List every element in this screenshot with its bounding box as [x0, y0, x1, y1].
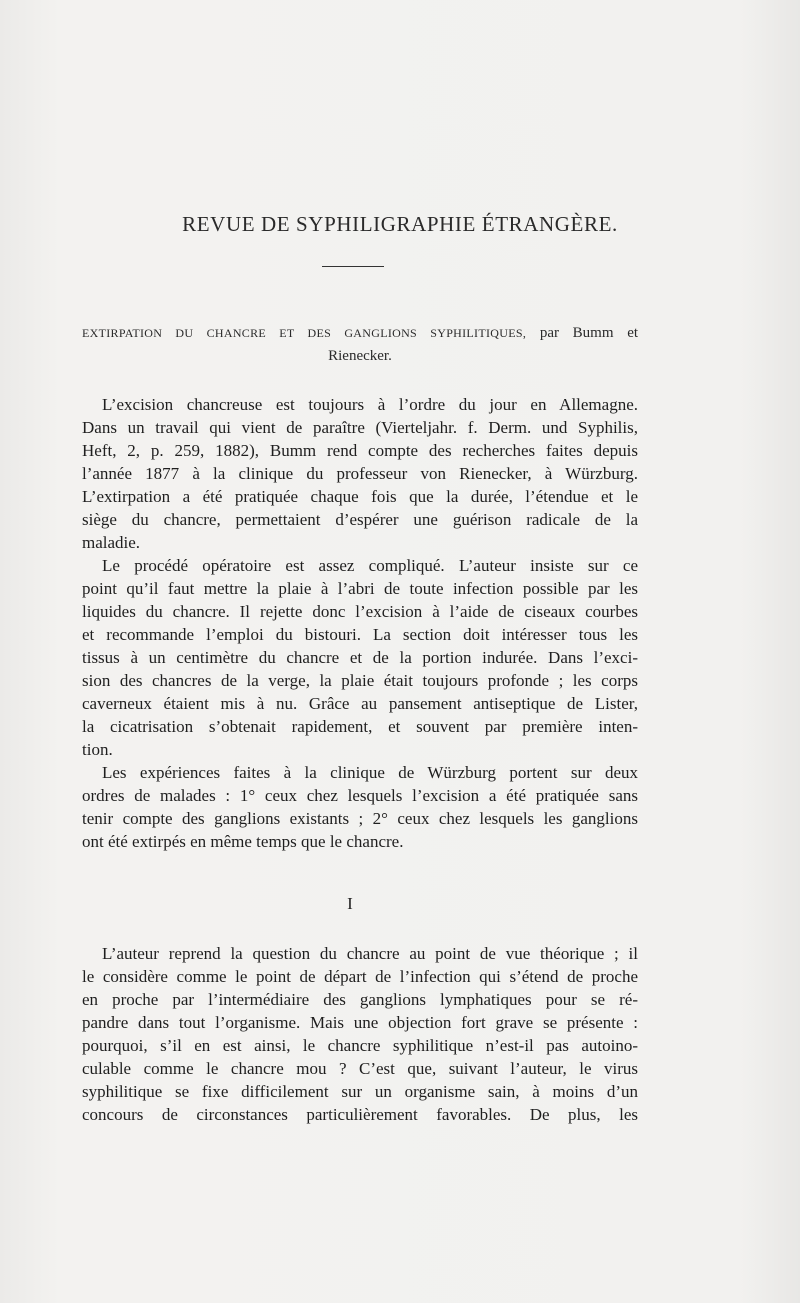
paragraph-4 — [82, 942, 638, 1126]
heading-caps: EXTIRPATION DU CHANCRE ET DES GANGLIONS SYPHILITIQUES, — [82, 326, 527, 340]
text-line: sion des chancres de la verge, la plaie était toujours profonde ; les corps — [82, 671, 638, 690]
text-line: L’auteur reprend la question du chancre au point de vue théorique ; il — [102, 944, 638, 963]
text-line: Heft, 2, p. 259, 1882), Bumm rend compte des recherches faites depuis — [82, 441, 638, 460]
section-number: I — [347, 894, 353, 913]
text-line: caverneux étaient mis à nu. Grâce au pansement antiseptique de Lister, — [82, 694, 638, 713]
text-line: tenir compte des ganglions existants ; 2° ceux chez lesquels les ganglions — [82, 809, 638, 828]
text-line: L’excision chancreuse est toujours à l’ordre du jour en Allemagne. — [102, 395, 638, 414]
text-line: culable comme le chancre mou ? C’est que, suivant l’auteur, le virus — [82, 1059, 638, 1078]
text-line: le considère comme le point de départ de l’infection qui s’étend de proche — [82, 967, 638, 986]
text-line: pourquoi, s’il en est ainsi, le chancre syphilitique n’est-il pas autoino- — [82, 1036, 638, 1055]
text-line: Les expériences faites à la clinique de Würzburg portent sur deux — [102, 763, 638, 782]
text-line: pandre dans tout l’organisme. Mais une objection fort grave se présente : — [82, 1013, 638, 1032]
text-line: ont été extirpés en même temps que le chancre. — [82, 832, 404, 851]
title-divider — [322, 266, 384, 267]
text-line: ordres de malades : 1° ceux chez lesquels l’excision a été pratiquée sans — [82, 786, 638, 805]
paragraph-2 — [82, 554, 638, 761]
heading-author2: Rienecker. — [328, 348, 392, 364]
heading-et: et — [627, 325, 639, 341]
paragraph-3 — [82, 761, 638, 853]
heading-author1: Bumm — [572, 325, 614, 341]
text-line: et recommande l’emploi du bistouri. La section doit intéresser tous les — [82, 625, 638, 644]
text-line: Dans un travail qui vient de paraître (Vierteljahr. f. Derm. und Syphilis, — [82, 418, 638, 437]
text-line: point qu’il faut mettre la plaie à l’abri de toute infection possible par les — [82, 579, 638, 598]
text-line: L’extirpation a été pratiquée chaque fois que la durée, l’étendue et le — [82, 487, 638, 506]
text-line: Le procédé opératoire est assez compliqué. L’auteur insiste sur ce — [102, 556, 638, 575]
text-line: syphilitique se fixe difficilement sur un organisme sain, à moins d’un — [82, 1082, 638, 1101]
text-line: concours de circonstances particulièrement favorables. De plus, les — [82, 1105, 638, 1124]
text-line: tion. — [82, 740, 113, 759]
text-line: tissus à un centimètre du chancre et de la portion indurée. Dans l’exci- — [82, 648, 638, 667]
heading-par: par — [539, 325, 559, 341]
text-line: en proche par l’intermédiaire des ganglions lymphatiques pour se ré- — [82, 990, 638, 1009]
article-heading — [82, 322, 638, 368]
paragraph-1 — [82, 393, 638, 554]
text-line: liquides du chancre. Il rejette donc l’excision à l’aide de ciseaux courbes — [82, 602, 638, 621]
text-line: l’année 1877 à la clinique du professeur von Rienecker, à Würzburg. — [82, 464, 638, 483]
page-title: REVUE DE SYPHILIGRAPHIE ÉTRANGÈRE. — [182, 212, 618, 236]
text-line: maladie. — [82, 533, 141, 552]
text-line: la cicatrisation s’obtenait rapidement, et souvent par première inten- — [82, 717, 638, 736]
text-line: siège du chancre, permettaient d’espérer une guérison radicale de la — [82, 510, 638, 529]
